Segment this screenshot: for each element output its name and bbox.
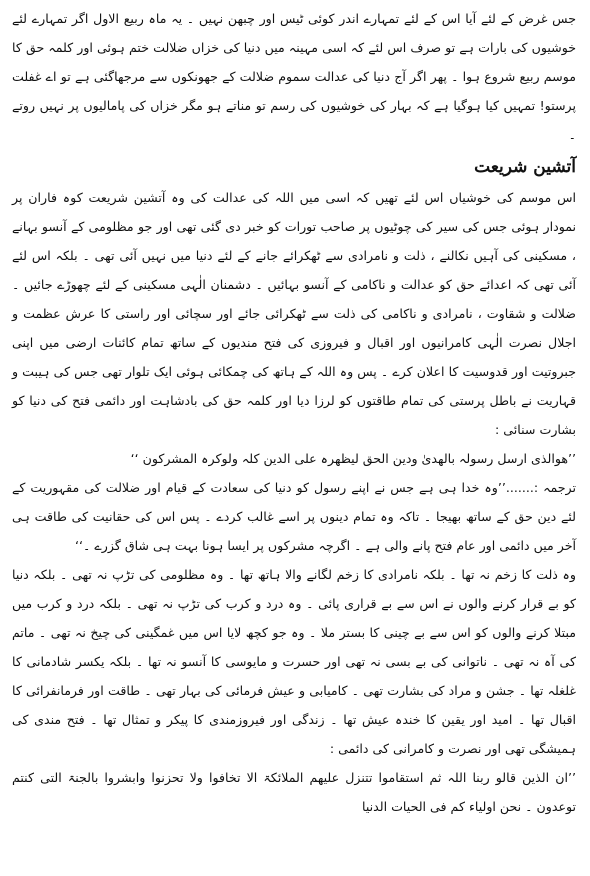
verse-translation-1: ترجمہ :.......’’وہ خدا ہی ہے جس نے اپنے رسول کو دنیا کی سعادت کے قیام اور ضلالت کی مقہوریت کے لئے دین حق کے ساتھ بھیجا ۔ تاکہ وہ تمام دینوں پر اسے غالب کردے ۔ پس اس کی حقانیت کی طاقت ہی آخر میں دائمی اور عام فتح پانے والی ہے ۔ اگرچہ مشرکوں پر ایسا ہونا بہت ہی شاق گزرے ۔‘‘	[12, 480, 576, 553]
paragraph-opening: جس غرض کے لئے آیا اس کے لئے تمہارے اندر کوئی ٹیس اور چبھن نہیں ۔ یہ ماہ ربیع الاول اگر تمہارے لئے خوشیوں کی بارات ہے تو صرف اس لئے کہ اسی مہینہ میں دنیا کی خزاں ضلالت ختم ہوئی اور کلمہ حق کا موسم ربیع شروع ہوا ۔ پھر اگر آج دنیا کی عدالت سموم ضلالت کے جھونکوں سے مرجھاگئی ہے تو اے غفلت پرستو! تمہیں کیا ہوگیا ہے کہ بہار کی خوشیوں کی رسم تو مناتے ہو مگر خزاں کی پامالیوں پر نہیں روتے ۔	[12, 11, 576, 142]
paragraph-victory: وہ ذلت کا زخم نہ تھا ۔ بلکہ نامرادی کا زخم لگانے والا ہاتھ تھا ۔ وہ مظلومی کی تڑپ نہ تھی ۔ بلکہ دنیا کو بے قرار کرنے والوں نے اس سے بے قراری پائی ۔ وہ درد و کرب کی تڑپ نہ تھی ۔ بلکہ درد و کرب میں مبتلا کرنے والوں کو اس سے بے چینی کا بستر ملا ۔ وہ جو کچھ لایا اس میں غمگینی کی چیخ نہ تھی ۔ ماتم کی آہ نہ تھی ۔ ناتوانی کی بے بسی نہ تھی اور حسرت و مایوسی کا آنسو نہ تھا ۔ بلکہ یکسر شادمانی کا غلغلہ تھا ۔ جشن و مراد کی بشارت تھی ۔ کامیابی و عیش فرمائی کی بہار تھی ۔ طاقت اور فرمانفرائی کا اقبال تھا ۔ امید اور یقین کا خندہ عیش تھا ۔ زندگی اور فیروزمندی کا پیکر و تمثال تھا ۔ فتح مندی کی ہمیشگی تھی اور نصرت و کامرانی کی دائمی :	[12, 567, 576, 756]
quran-verse-1: ’’ھوالذی ارسل رسولہ بالھدیٰ ودین الحق لیظھرہ علی الدین کلہ ولوکرہ المشرکون ‘‘	[130, 451, 576, 466]
section-heading: آتشین شریعت	[474, 157, 576, 177]
quran-verse-2: ’’ان الذین قالو ربنا اللہ ثم استقاموا تتنزل علیھم الملائکۃ الا تخافوا ولا تحزنوا وابشروا بالجنۃ التی کنتم توعدون ۔ نحن اولیاء کم فی الحیات الدنیا	[12, 770, 576, 814]
paragraph-shariat: اس موسم کی خوشیاں اس لئے تھیں کہ اسی میں اللہ کی عدالت کی وہ آتشین شریعت کوہ فاران پر نمودار ہوئی جس کی سیر کی چوٹیوں پر صاحب تورات کو خبر دی گئی تھی اور جو مظلومی کے آنسو بہانے ، مسکینی کی آہیں نکالنے ، ذلت و نامرادی سے ٹھکرائے جانے کے لئے دنیا میں نہیں آئی تھی ۔ بلکہ اس لئے آئی تھی کہ اعدائے حق کو عدالت و ناکامی کے آنسو بہائیں ۔ دشمنان الٰہی مسکینی کے لئے چھوڑے جائیں ۔ ضلالت و شقاوت ، نامرادی و ناکامی کی ذلت سے ٹھکرائی جائے اور سچائی اور راستی کا عرش عظمت و اجلال نصرت الٰہی کامرانیوں اور اقبال و فیروزی کی فتح مندیوں کے ساتھ تمام کائنات ارضی میں اپنی جبروتیت اور قدوسیت کا اعلان کرے ۔ پس وہ اللہ کے ہاتھ کی چمکائی ہوئی ایک تلوار تھی جس کی ہیبت و قہاریت نے باطل پرستی کی تمام طاقتوں کو لرزا دیا اور کلمہ حق کی بادشاہت اور دائمی فتح کی دنیا کو بشارت سنائی :	[12, 190, 576, 437]
